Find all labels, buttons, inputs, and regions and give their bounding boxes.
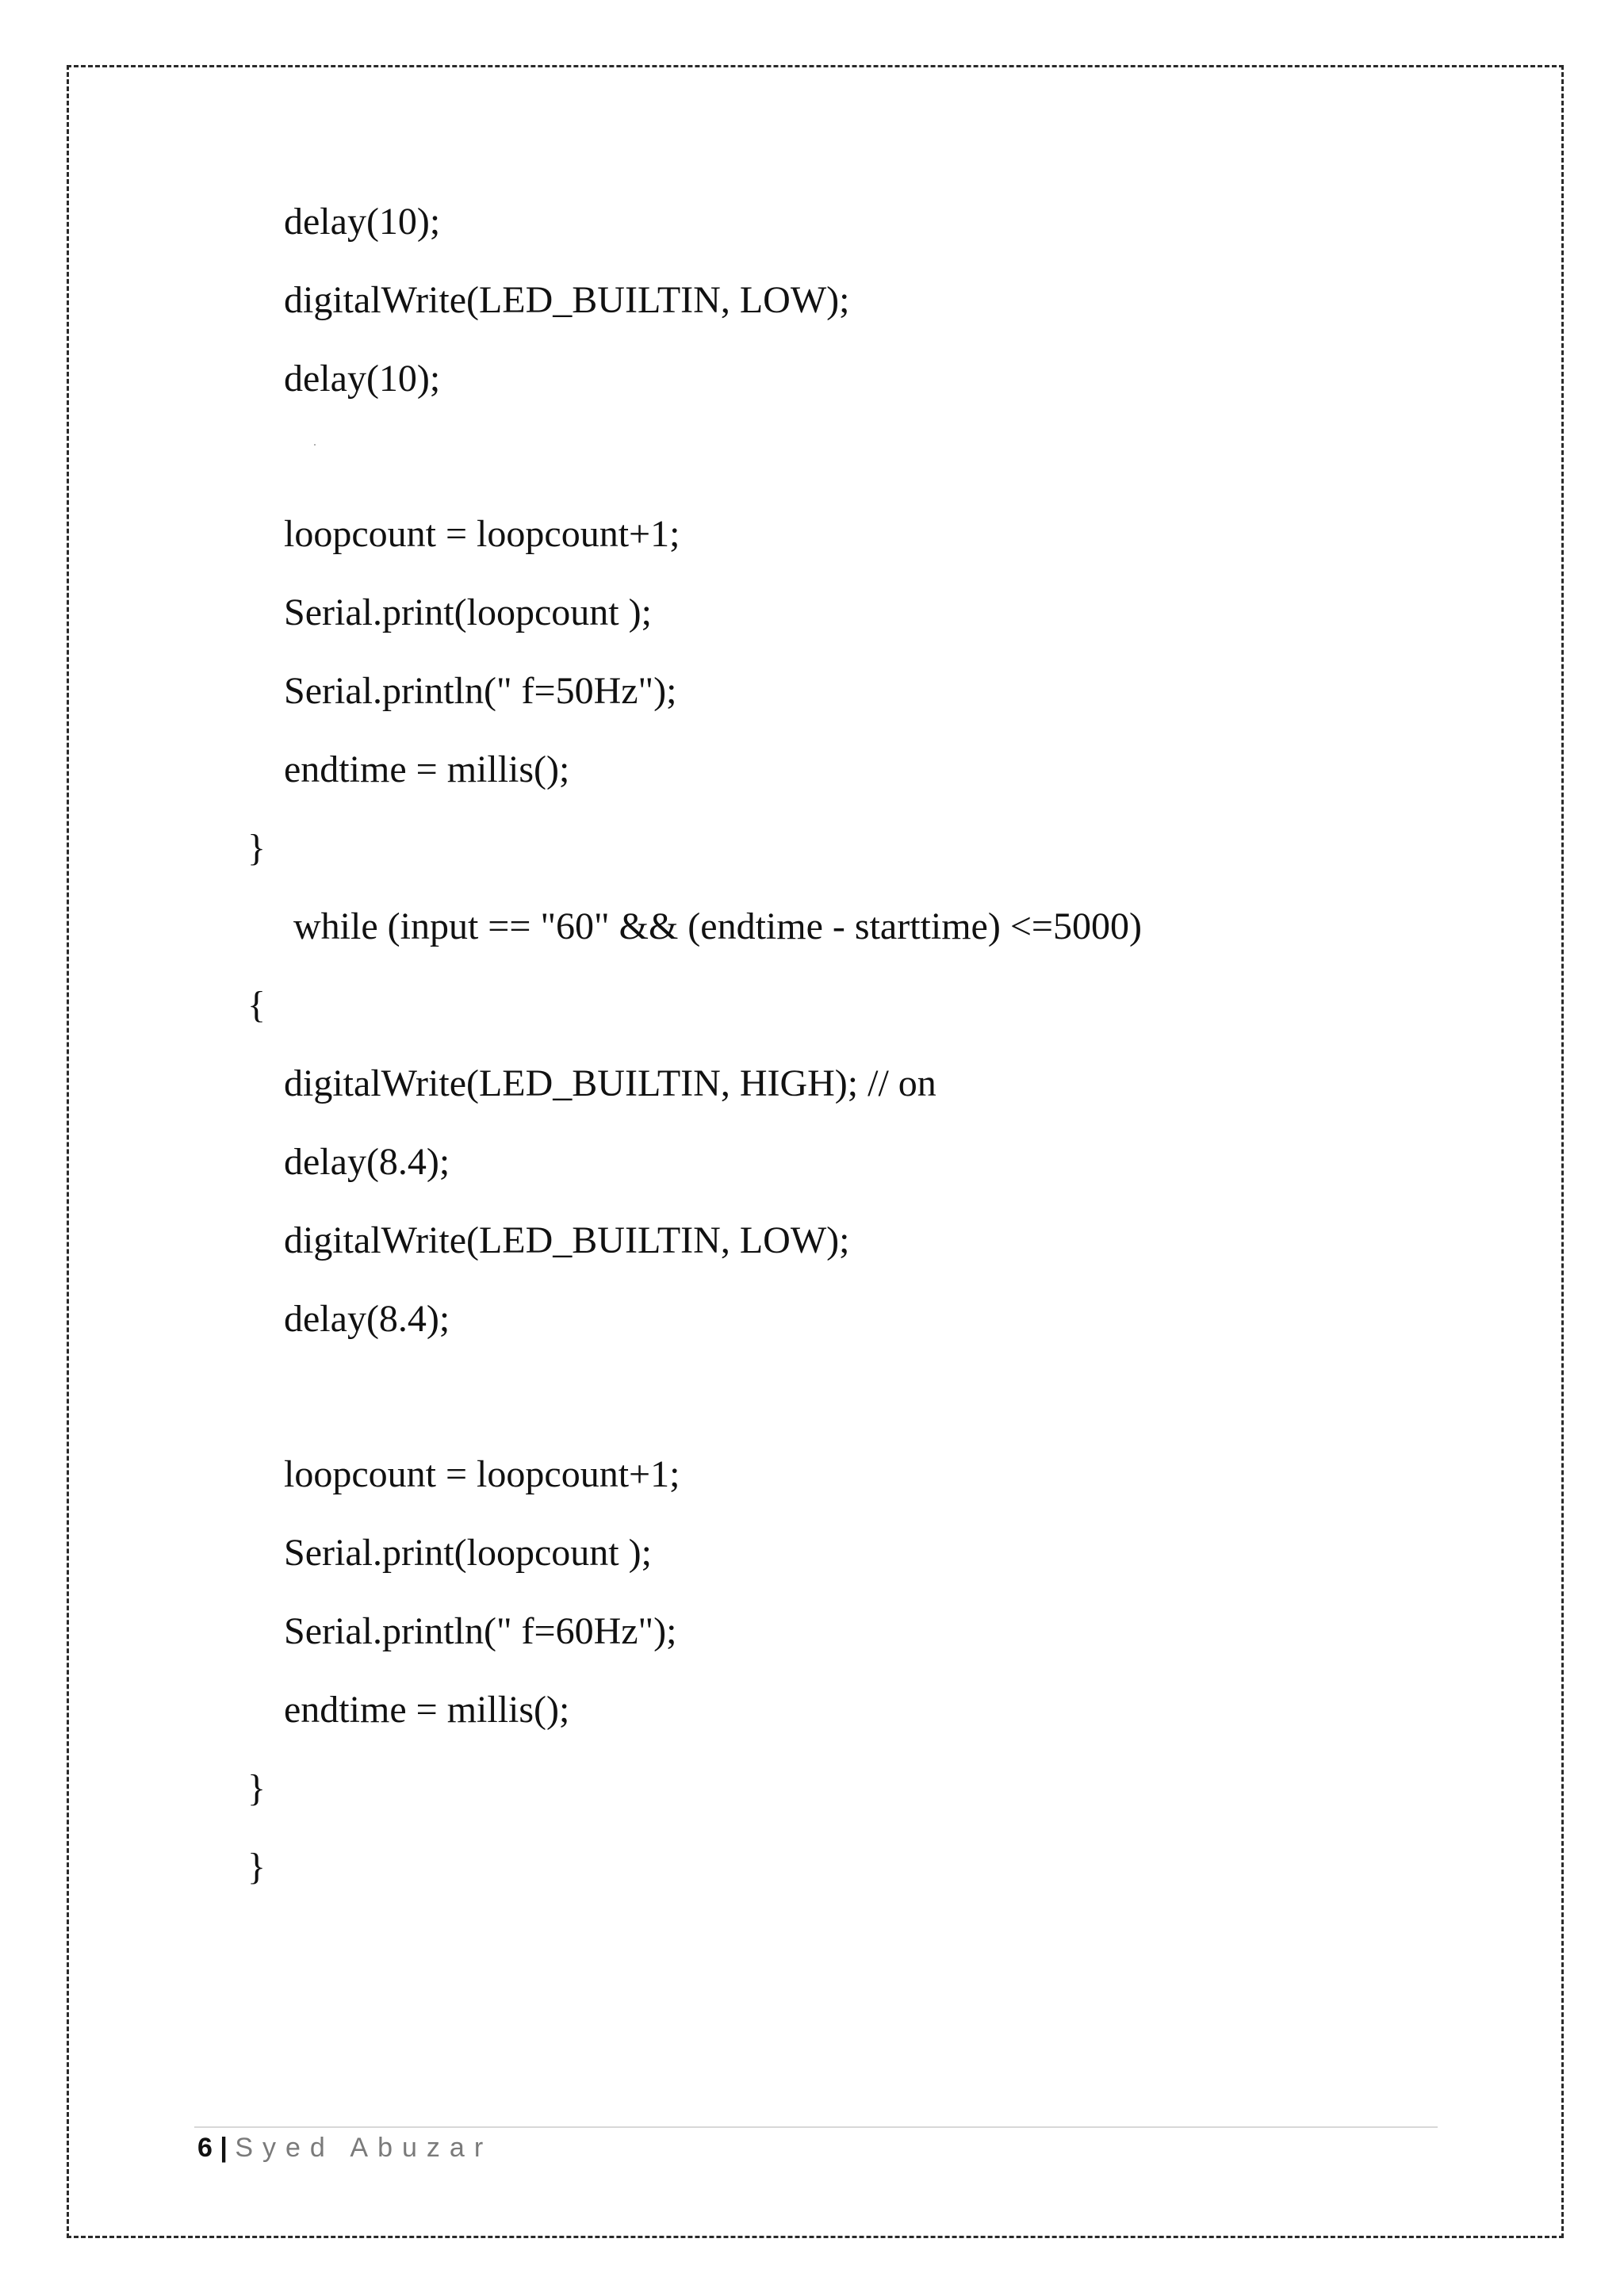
code-line: Serial.println(" f=60Hz"); bbox=[284, 1610, 677, 1652]
code-line: loopcount = loopcount+1; bbox=[284, 1453, 680, 1495]
code-line: digitalWrite(LED_BUILTIN, HIGH); // on bbox=[284, 1062, 936, 1104]
code-line: } bbox=[247, 1846, 266, 1888]
code-line: endtime = millis(); bbox=[284, 748, 570, 790]
code-line: Serial.print(loopcount ); bbox=[284, 591, 652, 633]
code-line: delay(8.4); bbox=[284, 1298, 450, 1340]
code-line: loopcount = loopcount+1; bbox=[284, 513, 680, 555]
footer-rule bbox=[194, 2126, 1438, 2128]
code-line: digitalWrite(LED_BUILTIN, LOW); bbox=[284, 1219, 850, 1261]
code-line: { bbox=[247, 984, 266, 1026]
code-line: digitalWrite(LED_BUILTIN, LOW); bbox=[284, 279, 850, 321]
footer-author: Syed Abuzar bbox=[235, 2133, 493, 2163]
code-line: delay(10); bbox=[284, 358, 441, 400]
stray-mark bbox=[314, 444, 316, 446]
code-line: } bbox=[247, 1767, 266, 1809]
code-line: } bbox=[247, 827, 266, 869]
code-line: delay(8.4); bbox=[284, 1141, 450, 1183]
footer-separator: | bbox=[220, 2133, 228, 2163]
code-line: Serial.print(loopcount ); bbox=[284, 1532, 652, 1574]
code-line: endtime = millis(); bbox=[284, 1689, 570, 1731]
code-line: Serial.println(" f=50Hz"); bbox=[284, 670, 677, 712]
code-line: delay(10); bbox=[284, 201, 441, 243]
code-line: while (input == "60" && (endtime - starttime) <=5000) bbox=[293, 905, 1142, 947]
page-number: 6 bbox=[197, 2133, 213, 2163]
page-footer bbox=[197, 2134, 492, 2161]
